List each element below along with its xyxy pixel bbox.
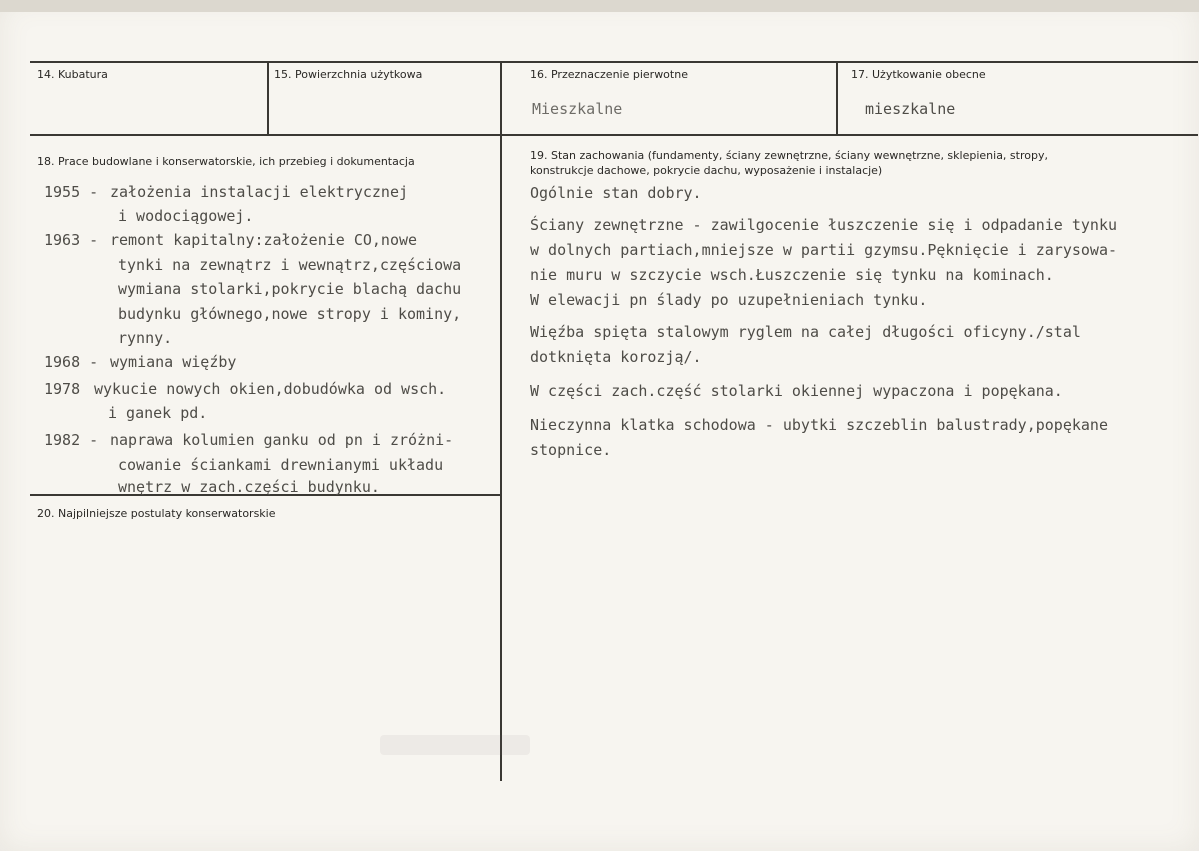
divider-14-15 [267,61,269,136]
entry-year: 1982 - [44,431,99,449]
powierzchnia-label: 15. Powierzchnia użytkowa [274,68,423,81]
entry-line: naprawa kolumien ganku od pn i zróżni- [110,431,454,449]
entry-line: wymiana stolarki,pokrycie blachą dachu [118,280,462,298]
prace-entry-line [118,327,172,350]
prace-entry-1955 [44,181,408,204]
prace-entry-line [118,205,253,228]
divider-15-16 [500,61,502,781]
prace-entry-1978 [44,378,446,401]
entry-line: cowanie ściankami drewnianymi układu [118,456,444,474]
card-top-edge [0,0,1199,12]
prace-entry-1963 [44,229,417,252]
prace-entry-line [108,402,207,425]
stan-paragraph-ogolnie: Ogólnie stan dobry. [530,184,702,202]
entry-line: rynny. [118,329,173,347]
entry-line: założenia instalacji elektrycznej [110,183,409,201]
entry-line: budynku głównego,nowe stropy i kominy, [118,305,462,323]
stan-paragraph-klatka: Nieczynna klatka schodowa - ubytki szczeblin balustrady,popękane stopnice. [530,416,1108,459]
entry-line: wykucie nowych okien,dobudówka od wsch. [94,380,447,398]
kubatura-label: 14. Kubatura [37,68,108,81]
row1-bottom-rule [30,134,1198,136]
entry-line: i wodociągowej. [118,207,254,225]
uzytkowanie-label: 17. Użytkowanie obecne [851,68,986,81]
entry-year: 1968 - [44,353,99,371]
entry-line: remont kapitalny:założenie CO,nowe [110,231,418,249]
stan-paragraph-wiezba: Więźba spięta stalowym ryglem na całej długości oficyny./stal dotknięta korozją/. [530,323,1081,366]
prace-entry-line [118,278,461,301]
prace-entry-line [118,303,461,326]
divider-16-17 [836,61,838,136]
entry-line: tynki na zewnątrz i wewnątrz,częściowa [118,256,462,274]
prace-entry-line [118,454,443,477]
stan-label-line1: 19. Stan zachowania (fundamenty, ściany zewnętrzne, ściany wewnętrzne, sklepienia, stropy, [530,149,1048,162]
entry-year: 1978 [44,380,81,398]
stan-paragraph-sciany: Ściany zewnętrzne - zawilgocenie łuszczenie się i odpadanie tynku w dolnych partiach,mniejsze w partii gzymsu.Pęknięcie i zarysowa- nie muru w szczycie wsch.Łuszczenie się tynku na kominach. W elewacji pn ślady po uzupełnieniach tynku. [530,216,1117,309]
entry-line: wnętrz w zach.części budynku. [118,478,380,496]
top-rule [30,61,1198,63]
prace-entry-1968 [44,351,236,374]
entry-line: wymiana więźby [110,353,237,371]
entry-year: 1955 - [44,183,99,201]
entry-line: i ganek pd. [108,404,208,422]
stan-label-line2: konstrukcje dachowe, pokrycie dachu, wyposażenie i instalacje) [530,164,883,177]
przeznaczenie-label: 16. Przeznaczenie pierwotne [530,68,688,81]
prace-entry-line [118,476,380,499]
przeznaczenie-value: Mieszkalne [532,100,623,118]
prace-entry-line [118,254,461,277]
prace-entry-1982 [44,429,453,452]
uzytkowanie-value: mieszkalne [865,100,956,118]
stan-paragraph-stolarka: W części zach.część stolarki okiennej wypaczona i popękana. [530,382,1063,400]
faded-stamp [380,735,530,755]
postulaty-label: 20. Najpilniejsze postulaty konserwatorskie [37,507,276,520]
entry-year: 1963 - [44,231,99,249]
prace-label: 18. Prace budowlane i konserwatorskie, ich przebieg i dokumentacja [37,155,415,168]
